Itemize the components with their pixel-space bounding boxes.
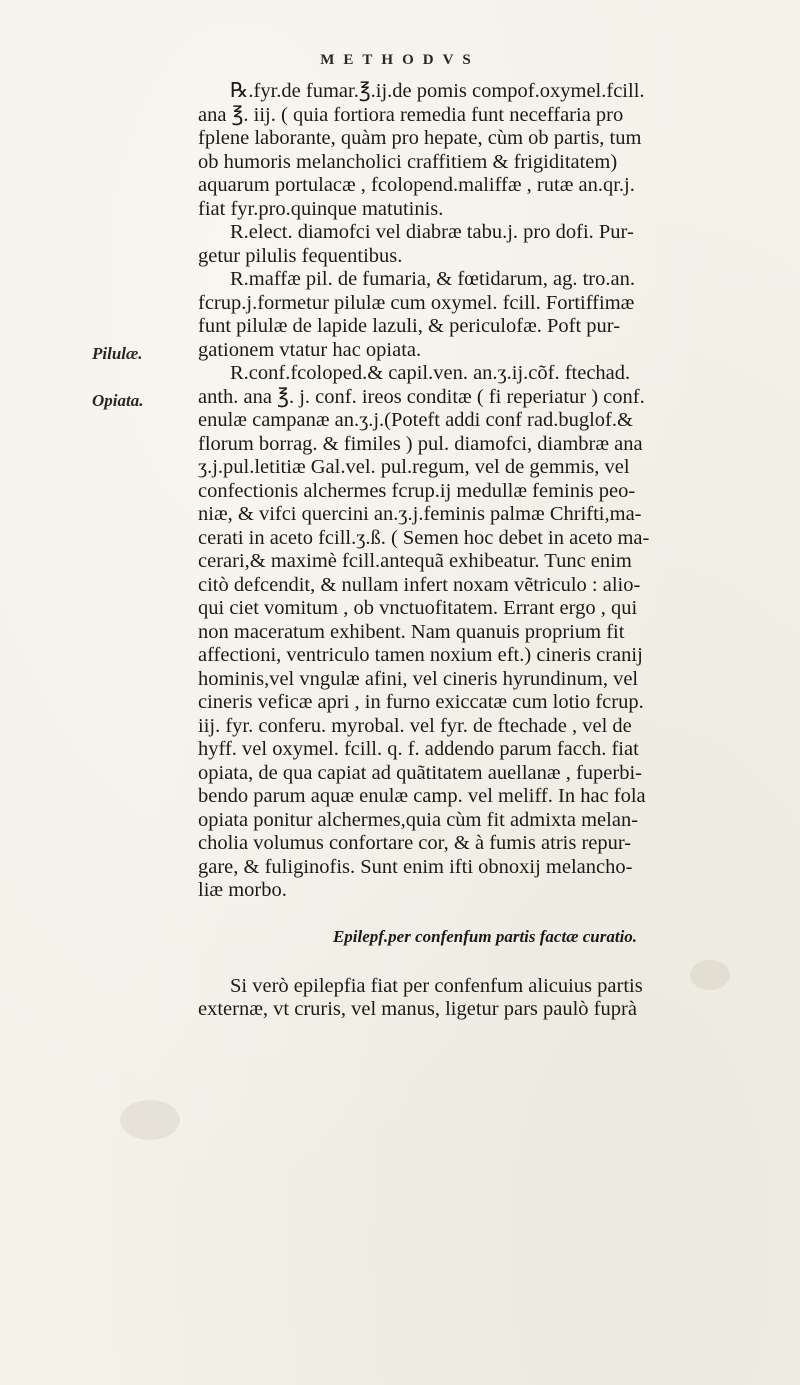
text-line: bendo parum aquæ enulæ camp. vel meliff. In hac fola [198, 785, 646, 807]
text-line: ʒ.j.pul.letitiæ Gal.vel. pul.regum, vel de gemmis, vel [198, 456, 630, 478]
text-line: affectioni, ventriculo tamen noxium eft.) cineris cranij [198, 644, 643, 666]
text-line: cerari,& maximè fcill.antequã exhibeatur. Tunc enim [198, 550, 632, 572]
text-line: R.elect. diamofci vel diabræ tabu.j. pro dofi. Pur- [230, 221, 634, 243]
text-line: liæ morbo. [198, 879, 287, 901]
text-line: niæ, & vifci quercini an.ʒ.j.feminis palmæ Chrifti,ma- [198, 503, 642, 525]
text-line: confectionis alchermes fcrup.ij medullæ feminis peo- [198, 479, 636, 502]
text-line: ana ℥. iij. ( quia fortiora remedia funt neceffaria pro [198, 103, 624, 126]
text-line: aquarum portulacæ , fcolopend.maliffæ , rutæ an.qr.j. [198, 174, 635, 196]
text-line: cineris veficæ apri , in furno exiccatæ cum lotio fcrup. [198, 691, 644, 713]
text-line: hyff. vel oxymel. fcill. q. f. addendo parum facch. fiat [198, 738, 639, 760]
text-line: non maceratum exhibent. Nam quanuis proprium fit [198, 620, 625, 643]
paper-stain [690, 960, 730, 990]
running-head: METHODVS [320, 52, 480, 68]
text-line: Si verò epilepfia fiat per confenfum alicuius partis [230, 974, 643, 997]
text-line: hominis,vel vngulæ afini, vel cineris hyrundinum, vel [198, 667, 639, 690]
text-line: cholia volumus confortare cor, & à fumis atris repur- [198, 832, 632, 854]
text-line: opiata, de qua capiat ad quãtitatem auellanæ , fuperbi- [198, 761, 642, 784]
text-line: iij. fyr. conferu. myrobal. vel fyr. de ftechade , vel de [198, 714, 632, 737]
text-line: opiata ponitur alchermes,quia cùm fit admixta melan- [198, 808, 639, 831]
text-line: fplene laborante, quàm pro hepate, cùm ob partis, tum [198, 127, 642, 149]
text-line: qui ciet vomitum , ob vnctuofitatem. Errant ergo , qui [198, 597, 638, 619]
text-line: florum borrag. & fimiles ) pul. diamofci, diambræ ana [198, 432, 643, 455]
text-line: funt pilulæ de lapide lazuli, & periculofæ. Poft pur- [198, 315, 621, 337]
section-heading: Epilepf.per confenfum partis factæ curatio. [332, 926, 638, 946]
main-text-block [198, 80, 772, 1022]
text-line: citò defcendit, & nullam infert noxam vẽtriculo : alio- [198, 573, 641, 596]
margin-note-pilulae: Pilulæ. [92, 344, 143, 363]
paper-stain [120, 1100, 180, 1140]
margin-note-opiata: Opiata. [92, 391, 144, 410]
text-line: fiat fyr.pro.quinque matutinis. [198, 197, 444, 220]
text-line: cerati in aceto fcill.ʒ.ß. ( Semen hoc debet in aceto ma- [198, 526, 650, 549]
text-line: enulæ campanæ an.ʒ.j.(Poteft addi conf rad.buglof.& [198, 409, 633, 431]
text-line: anth. ana ℥. j. conf. ireos conditæ ( fi reperiatur ) conf. [198, 385, 645, 408]
text-line: R.maffæ pil. de fumaria, & fœtidarum, ag. tro.an. [230, 268, 635, 290]
text-line: ob humoris melancholici craffitiem & frigiditatem) [198, 150, 618, 173]
text-line: fcrup.j.formetur pilulæ cum oxymel. fcill. Fortiffimæ [198, 291, 635, 314]
text-line: externæ, vt cruris, vel manus, ligetur pars paulò fuprà [198, 998, 637, 1020]
text-line: gare, & fuliginofis. Sunt enim ifti obnoxij melancho- [198, 855, 633, 878]
text-line: getur pilulis fequentibus. [198, 244, 403, 267]
text-line: R.conf.fcoloped.& capil.ven. an.ʒ.ij.cõf. ftechad. [230, 362, 631, 384]
text-line: ℞.fyr.de fumar.℥.ij.de pomis compof.oxymel.fcill. [230, 80, 645, 102]
text-line: gationem vtatur hac opiata. [198, 338, 422, 361]
